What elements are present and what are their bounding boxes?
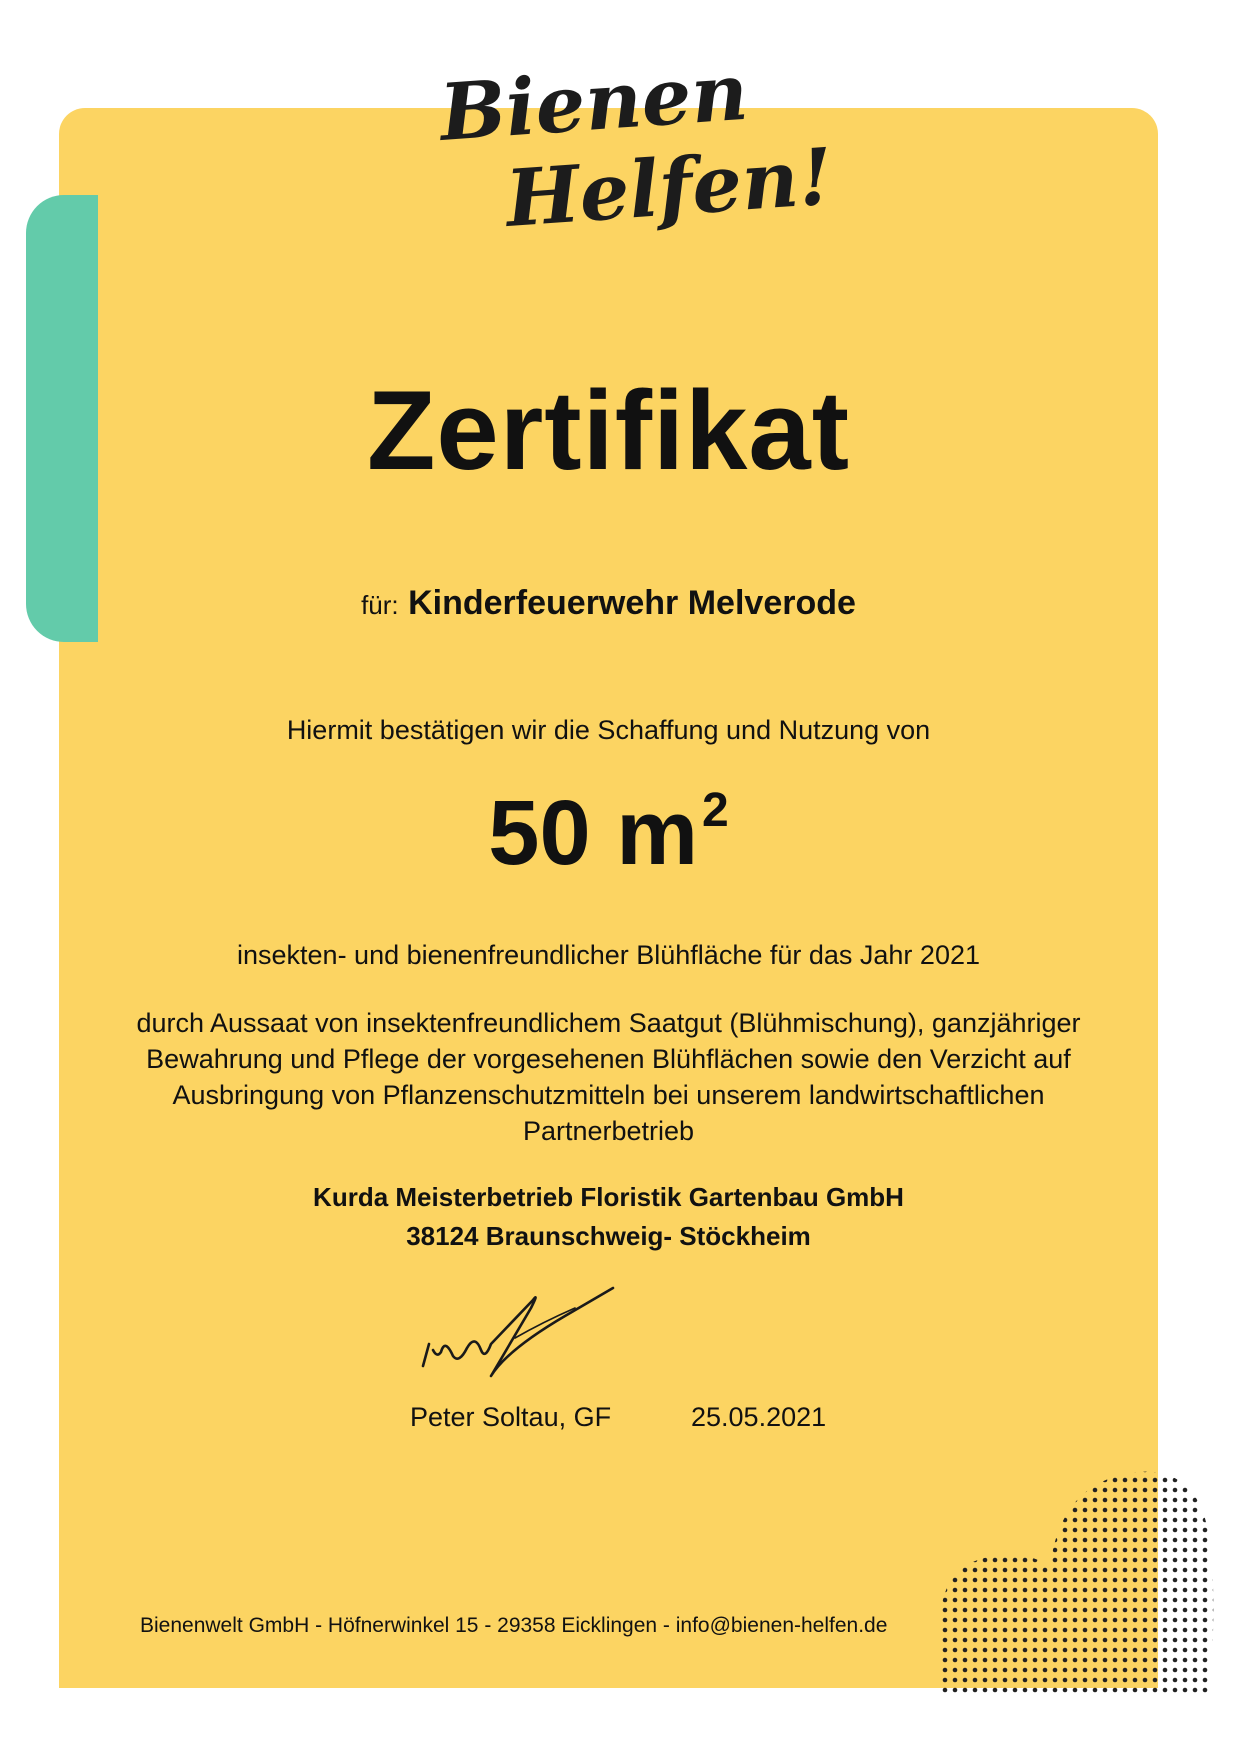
issue-date: 25.05.2021 <box>691 1402 827 1432</box>
signer-name: Peter Soltau, GF <box>410 1402 612 1432</box>
method-line: Bewahrung und Pflege der vorgesehenen Blühflächen sowie den Verzicht auf <box>146 1044 1071 1074</box>
logo-line-2: Helfen! <box>502 131 836 245</box>
area-exponent: 2 <box>702 784 729 838</box>
certificate-title: Zertifikat <box>367 368 850 493</box>
recipient-name: Kinderfeuerwehr Melverode <box>408 584 856 622</box>
certificate-card <box>59 108 1158 1688</box>
footer-address: Bienenwelt GmbH - Höfnerwinkel 15 - 29358 Eicklingen - info@bienen-helfen.de <box>140 1614 888 1637</box>
method-line: Ausbringung von Pflanzenschutzmitteln bei unserem landwirtschaftlichen <box>172 1080 1045 1110</box>
partner-city: 38124 Braunschweig- Stöckheim <box>406 1221 811 1251</box>
signature <box>415 1278 625 1388</box>
partner-name: Kurda Meisterbetrieb Floristik Gartenbau GmbH <box>313 1182 904 1212</box>
method-text <box>90 1005 1127 1149</box>
bienen-helfen-logo <box>430 46 836 248</box>
method-line: Partnerbetrieb <box>522 1116 695 1146</box>
recipient-line <box>59 583 1158 625</box>
confirmation-text: Hiermit bestätigen wir die Schaffung und Nutzung von <box>286 715 931 745</box>
partner-block <box>59 1178 1158 1256</box>
recipient-prefix: für: <box>361 590 399 620</box>
logo-line-1: Bienen <box>436 46 751 159</box>
area-value <box>59 782 1158 884</box>
halftone-decoration <box>940 1455 1240 1695</box>
method-line: durch Aussaat von insektenfreundlichem Saatgut (Blühmischung), ganzjähriger <box>136 1008 1081 1038</box>
purpose-text: insekten- und bienenfreundlicher Blühfläche für das Jahr 2021 <box>237 940 980 970</box>
area-number: 50 m <box>488 782 698 884</box>
